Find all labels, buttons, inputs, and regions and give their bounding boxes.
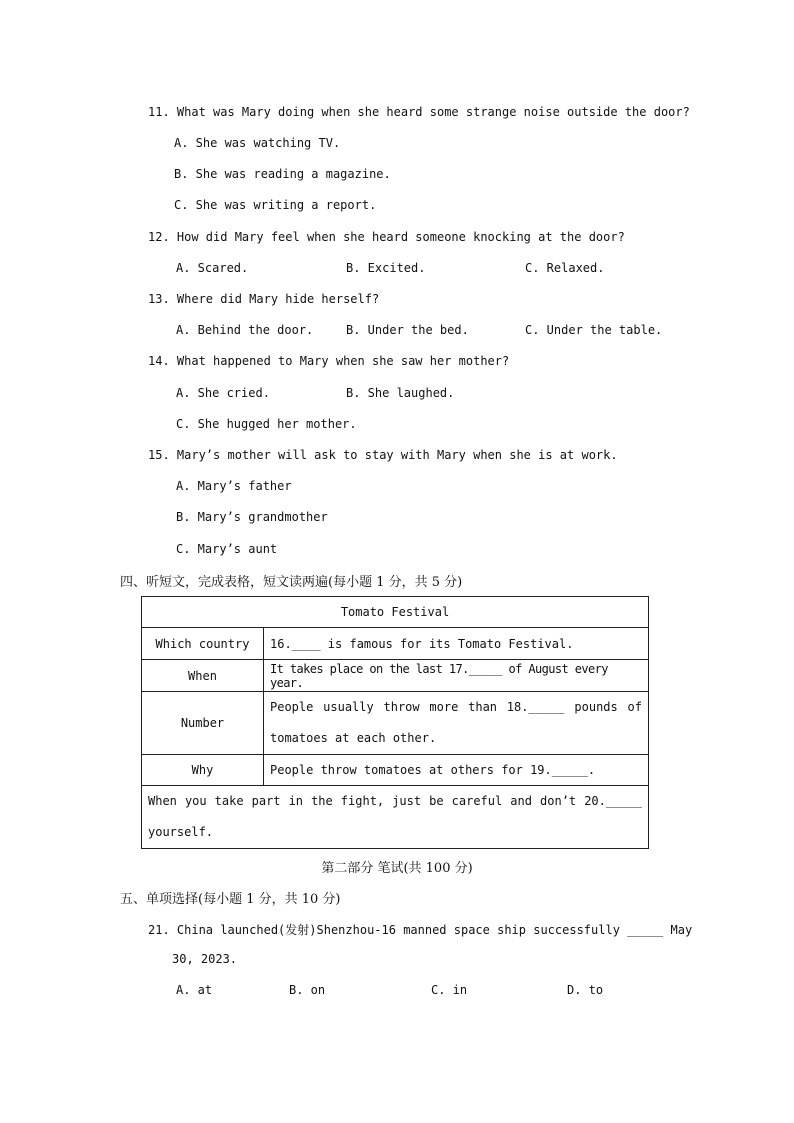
row-text: It takes place on the last 17._____ of August every year. <box>264 660 649 692</box>
q13-option-c: C. Under the table. <box>525 323 663 337</box>
table-row <box>142 692 649 755</box>
q13-option-b: B. Under the bed. <box>346 323 469 337</box>
row-label: Why <box>142 755 264 786</box>
q14-option-a: A. She cried. <box>176 386 270 400</box>
row-label: Number <box>142 692 264 755</box>
q11-option-c: C. She was writing a report. <box>174 198 377 212</box>
tomato-festival-table <box>141 596 649 849</box>
question-14: 14. What happened to Mary when she saw her mother? <box>148 354 510 368</box>
question-15: 15. Mary’s mother will ask to stay with Mary when she is at work. <box>148 448 618 462</box>
question-21-continued: 30, 2023. <box>172 952 238 966</box>
q11-option-a: A. She was watching TV. <box>174 136 341 150</box>
section-5-heading: 五、单项选择(每小题 1 分，共 10 分) <box>120 892 341 907</box>
q14-option-c: C. She hugged her mother. <box>176 417 357 431</box>
q15-option-c: C. Mary’s aunt <box>176 542 278 556</box>
row-label: When <box>142 660 264 692</box>
section-4-heading: 四、听短文，完成表格，短文读两遍(每小题 1 分，共 5 分) <box>120 575 463 590</box>
row-text-line-2: tomatoes at each other. <box>270 731 437 745</box>
q21-option-d: D. to <box>567 983 604 997</box>
row-label: Which country <box>142 628 264 660</box>
q15-option-b: B. Mary’s grandmother <box>176 510 328 524</box>
q21-option-a: A. at <box>176 983 213 997</box>
row-text <box>264 692 649 755</box>
q12-option-c: C. Relaxed. <box>525 261 605 275</box>
q15-option-a: A. Mary’s father <box>176 479 292 493</box>
question-12: 12. How did Mary feel when she heard someone knocking at the door? <box>148 230 625 244</box>
table-footer-row <box>142 786 649 849</box>
table-row <box>142 755 649 786</box>
row-text: People throw tomatoes at others for 19._____. <box>264 755 649 786</box>
question-13: 13. Where did Mary hide herself? <box>148 292 380 306</box>
q21-option-b: B. on <box>289 983 326 997</box>
footer-line-2: yourself. <box>148 825 214 839</box>
table-footer <box>142 786 649 849</box>
q12-option-b: B. Excited. <box>346 261 426 275</box>
table-row <box>142 628 649 660</box>
q21-option-c: C. in <box>431 983 468 997</box>
row-text-line-1: People usually throw more than 18._____ pounds of <box>270 700 642 714</box>
q12-option-a: A. Scared. <box>176 261 249 275</box>
q14-option-b: B. She laughed. <box>346 386 455 400</box>
question-11: 11. What was Mary doing when she heard some strange noise outside the door? <box>148 105 690 119</box>
q13-option-a: A. Behind the door. <box>176 323 314 337</box>
part-2-title: 第二部分 笔试(共 100 分) <box>321 861 473 876</box>
footer-line-1: When you take part in the fight, just be careful and don’t 20._____ <box>148 794 642 808</box>
table-title: Tomato Festival <box>142 597 649 628</box>
q11-option-b: B. She was reading a magazine. <box>174 167 391 181</box>
row-text: 16.____ is famous for its Tomato Festival. <box>264 628 649 660</box>
table-row <box>142 660 649 692</box>
question-21: 21. China launched(发射)Shenzhou-16 manned space ship successfully _____ May <box>148 923 693 937</box>
